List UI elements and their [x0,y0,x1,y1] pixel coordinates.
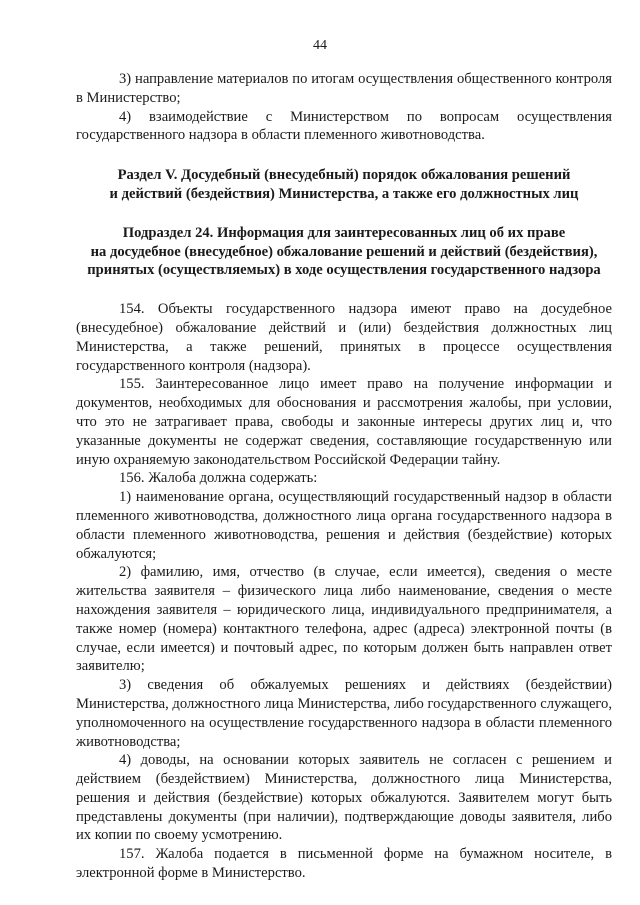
paragraph-155: 155. Заинтересованное лицо имеет право на получение информации и документов, необходимых для обоснования и рассмотрения жалобы, при условии, что это не затрагивает права, свободы и законные интересы других лиц и, что указанные документы не содержат сведения, составляющие государственную или иную охраняемую законодательством Российской Федерации тайну. [76,376,612,468]
section-heading-line: Раздел V. Досудебный (внесудебный) порядок обжалования решений [117,167,571,184]
subsection-heading-line: на досудебное (внесудебное) обжалование решений и действий (бездействия), [90,243,598,260]
section-heading-line: и действий (бездействия) Министерства, а также его должностных лиц [109,185,579,202]
section-heading [76,166,612,204]
list-item: 4) взаимодействие с Министерством по вопросам осуществления государственного надзора в области племенного животноводства. [76,108,612,144]
paragraph-157: 157. Жалоба подается в письменной форме на бумажном носителе, в электронной форме в Министерство. [76,846,612,882]
document-body [76,70,612,883]
subsection-heading-line: Подраздел 24. Информация для заинтересованных лиц об их праве [122,224,566,241]
list-item: 1) наименование органа, осуществляющий государственный надзор в области племенного животноводства, должностного лица органа государственного надзора в области племенного животноводства, решения и действия (бездействие) которых обжалуются; [76,489,612,562]
paragraph-156: 156. Жалоба должна содержать: [119,470,318,487]
page-number: 44 [313,38,327,53]
list-item: 2) фамилию, имя, отчество (в случае, если имеется), сведения о месте жительства заявителя – физического лица либо наименование, сведения о месте нахождения заявителя – юридического лица, индивидуального предпринимателя, а также номер (номера) контактного телефона, адрес (адреса) электронной почты (в случае, если имеется) и почтовый адрес, по которым должен быть направлен ответ заявителю; [76,564,612,675]
subsection-heading-line: принятых (осуществляемых) в ходе осуществления государственного надзора [87,262,601,279]
list-item: 3) направление материалов по итогам осуществления общественного контроля в Министерство; [76,71,612,106]
list-item: 3) сведения об обжалуемых решениях и действиях (бездействии) Министерства, должностного лица Министерства, либо государственного служащего, уполномоченного на осуществление государственного надзора в области племенного животноводства; [76,677,612,750]
paragraph-154: 154. Объекты государственного надзора имеют право на досудебное (внесудебное) обжалование действий и (или) бездействия должностных лиц Министерства, а также решений, принятых в процессе осуществления государственного контроля (надзора). [76,301,612,374]
list-item: 4) доводы, на основании которых заявитель не согласен с решением и действием (бездействием) Министерства, должностного лица Министерства, решения и действия (бездействие) которых обжалуются. Заявителем могут быть представлены документы (при наличии), подтверждающие доводы заявителя, либо их копии по своему усмотрению. [76,752,612,844]
subsection-heading [76,224,612,280]
